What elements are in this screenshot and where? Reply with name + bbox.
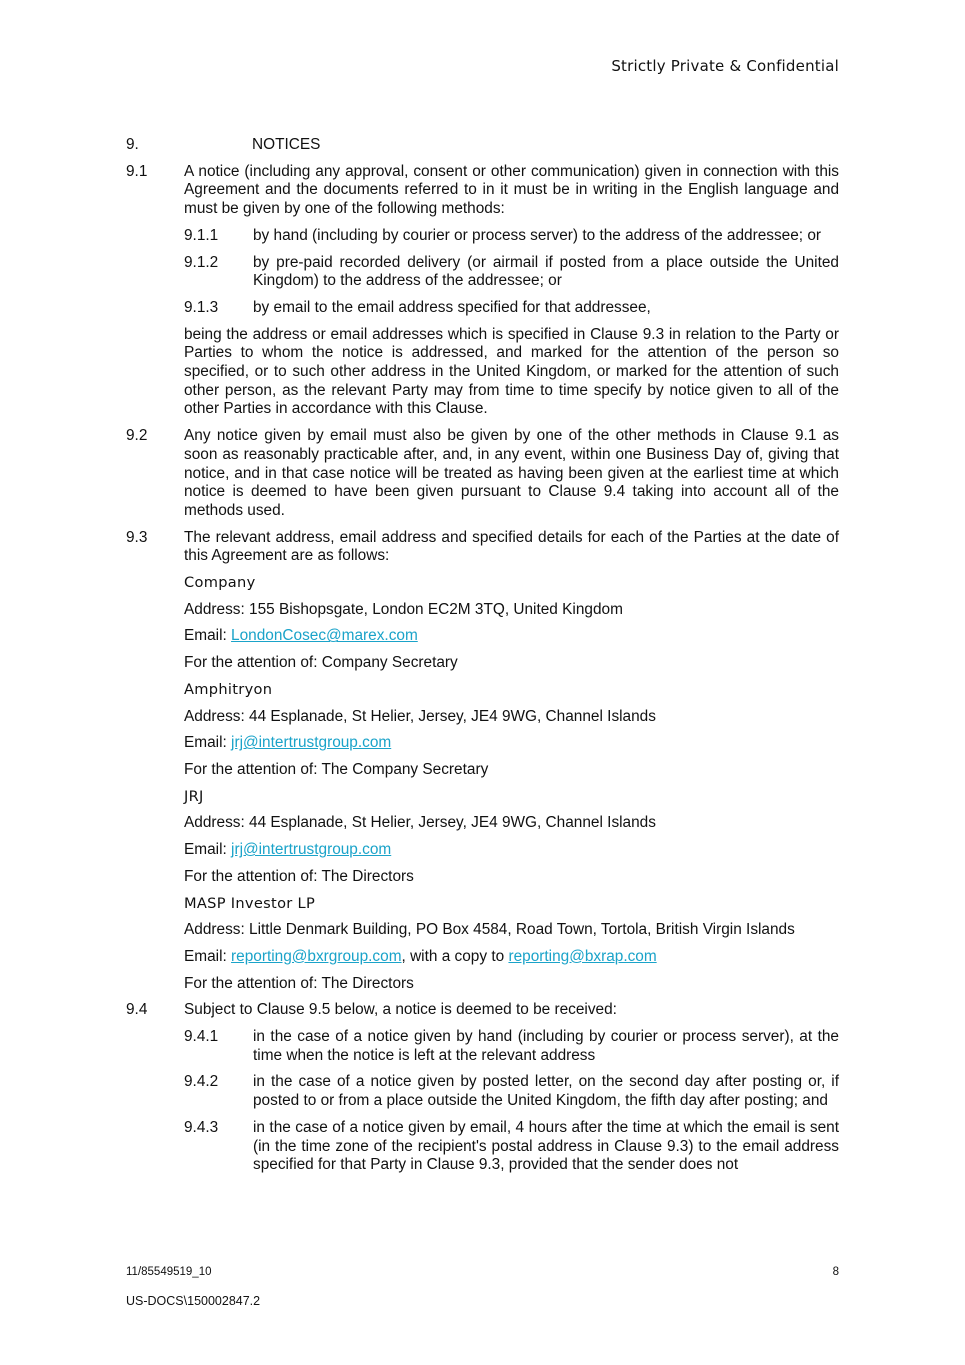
subparagraph-number: 9.4.3 xyxy=(184,1118,219,1136)
email-link[interactable]: LondonCosec@marex.com xyxy=(231,627,418,645)
page-number: 8 xyxy=(832,1266,839,1278)
subparagraph-9-1-2 xyxy=(184,254,839,291)
subparagraph-text: by pre-paid recorded delivery (or airmail if posted from a place outside the United Kingdom) to the address of the addressee; or xyxy=(253,253,839,290)
subparagraph-number: 9.4.2 xyxy=(184,1073,219,1091)
subparagraph-text: by email to the email address specified for that addressee, xyxy=(253,298,651,316)
party-attention: For the attention of: The Directors xyxy=(184,867,414,885)
email-label: Email: xyxy=(184,841,232,859)
subparagraph-number: 9.4.1 xyxy=(184,1028,219,1046)
subparagraph-number: 9.1.2 xyxy=(184,253,219,271)
subparagraph-9-4-3 xyxy=(184,1119,839,1175)
subparagraph-text: in the case of a notice given by email, 4 hours after the time at which the email is sent (in the time zone of the recipient's postal address in Clause 9.3) to the email address specified for that Party in Clause 9.3, provided that the sender does not xyxy=(253,1118,839,1174)
confidential-header: Strictly Private & Confidential xyxy=(611,57,839,75)
subparagraph-text: in the case of a notice given by posted letter, on the second day after posting or, if posted to or from a place outside the United Kingdom, the fifth day after posting; and xyxy=(253,1073,839,1110)
email-label: Email: xyxy=(184,627,232,645)
paragraph-9-3 xyxy=(126,529,839,566)
paragraph-number: 9.3 xyxy=(126,528,148,546)
document-reference: 11/85549519_10 xyxy=(126,1266,212,1278)
party-address: Address: 155 Bishopsgate, London EC2M 3TQ, United Kingdom xyxy=(184,600,623,618)
party-email-line xyxy=(184,627,839,646)
document-reference-secondary: US-DOCS\150002847.2 xyxy=(126,1294,261,1308)
paragraph-text: Any notice given by email must also be given by one of the other methods in Clause 9.1 as soon as reasonably practicable after, and, in any event, within one Business Day of, giving that notice, and in that case notice will be treated as having been given at the earliest time at which notice is deemed to have been given pursuant to Clause 9.4 taking into account all of the methods used. xyxy=(184,427,839,519)
email-copy-text: , with a copy to xyxy=(401,947,509,965)
party-attention: For the attention of: The Company Secretary xyxy=(184,760,489,778)
paragraph-number: 9.4 xyxy=(126,1001,148,1019)
paragraph-text: The relevant address, email address and specified details for each of the Parties at the date of this Agreement are as follows: xyxy=(184,528,839,565)
subparagraph-9-4-1 xyxy=(184,1028,839,1065)
paragraph-9-2 xyxy=(126,427,839,521)
paragraph-number: 9.1 xyxy=(126,162,148,180)
party-name-masp: MASP Investor LP xyxy=(184,894,316,912)
subparagraph-9-1-3 xyxy=(184,299,839,318)
email-copy-link[interactable]: reporting@bxrap.com xyxy=(508,947,657,965)
party-attention: For the attention of: Company Secretary xyxy=(184,654,458,672)
clause-title: NOTICES xyxy=(252,136,321,153)
subparagraph-number: 9.1.1 xyxy=(184,226,219,244)
clause-heading xyxy=(126,136,839,155)
party-email-line xyxy=(184,841,839,860)
paragraph-9-4 xyxy=(126,1001,839,1020)
email-link[interactable]: reporting@bxrgroup.com xyxy=(231,947,402,965)
paragraph-9-1-continuation: being the address or email addresses which is specified in Clause 9.3 in relation to the Party or Parties to whom the notice is addressed, and marked for the attention of the person so specified, or to such other address in the United Kingdom, or marked for the attention of such other person, as the relevant Party may from time to time specify by notice given to all of the other Parties in accordance with this Clause. xyxy=(184,325,839,418)
email-label: Email: xyxy=(184,734,232,752)
email-label: Email: xyxy=(184,947,232,965)
subparagraph-number: 9.1.3 xyxy=(184,298,219,316)
subparagraph-text: by hand (including by courier or process server) to the address of the addressee; or xyxy=(253,226,822,244)
paragraph-text: Subject to Clause 9.5 below, a notice is deemed to be received: xyxy=(184,1001,617,1019)
party-address: Address: 44 Esplanade, St Helier, Jersey, JE4 9WG, Channel Islands xyxy=(184,814,656,832)
party-attention: For the attention of: The Directors xyxy=(184,974,414,992)
paragraph-9-1 xyxy=(126,163,839,219)
party-address: Address: Little Denmark Building, PO Box 4584, Road Town, Tortola, British Virgin Islands xyxy=(184,921,795,939)
party-name-company: Company xyxy=(184,574,256,592)
paragraph-number: 9.2 xyxy=(126,427,148,445)
party-name-jrj: JRJ xyxy=(184,787,204,805)
email-link[interactable]: jrj@intertrustgroup.com xyxy=(231,841,392,859)
email-link[interactable]: jrj@intertrustgroup.com xyxy=(231,734,392,752)
paragraph-text: A notice (including any approval, consent or other communication) given in connection with this Agreement and the documents referred to in it must be in writing in the English language and must be given by one of the following methods: xyxy=(184,162,839,218)
party-email-line xyxy=(184,734,839,753)
party-name-amphitryon: Amphitryon xyxy=(184,680,273,698)
subparagraph-9-1-1 xyxy=(184,227,839,246)
document-body xyxy=(126,136,839,1183)
party-email-line xyxy=(184,948,839,967)
subparagraph-text: in the case of a notice given by hand (including by courier or process server), at the time when the notice is left at the relevant address xyxy=(253,1028,839,1064)
clause-number: 9. xyxy=(126,136,139,153)
subparagraph-9-4-2 xyxy=(184,1073,839,1110)
party-address: Address: 44 Esplanade, St Helier, Jersey, JE4 9WG, Channel Islands xyxy=(184,707,656,725)
